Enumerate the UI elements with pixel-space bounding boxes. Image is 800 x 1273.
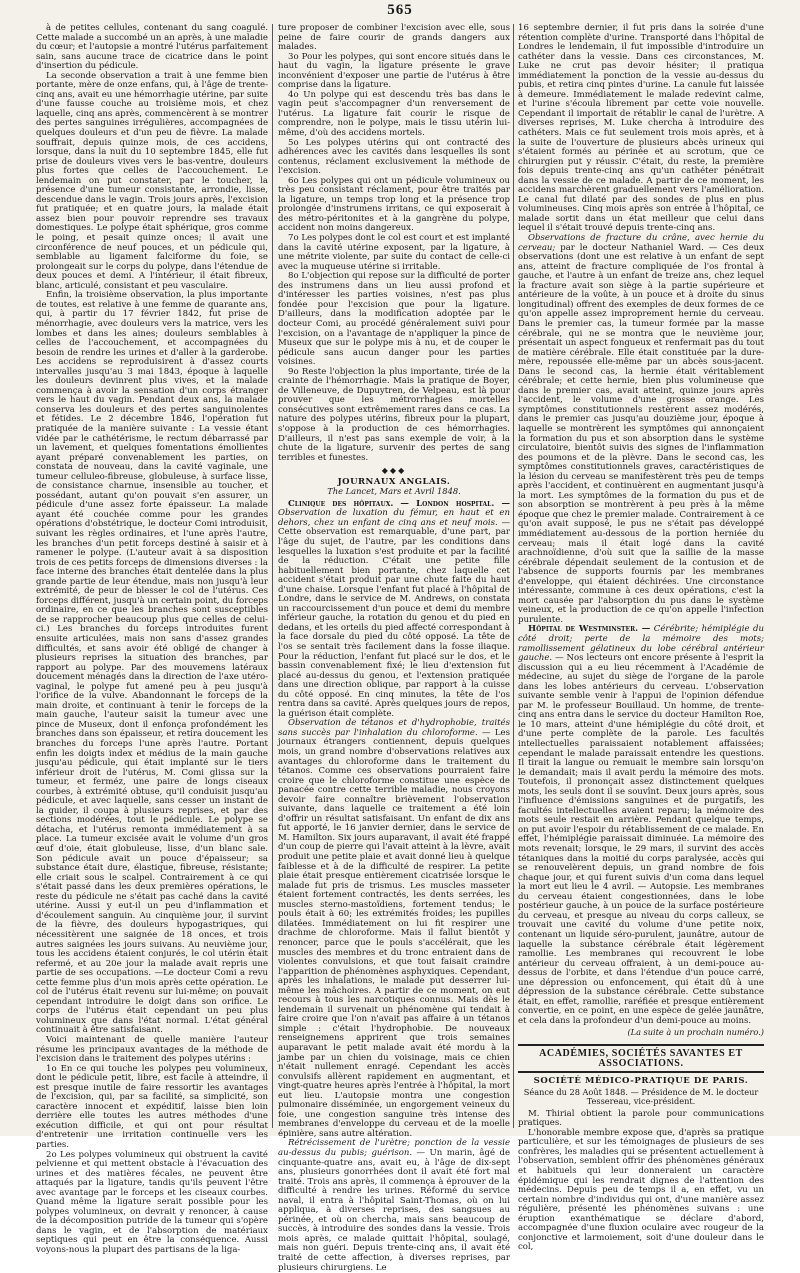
fracture-paragraph [518, 234, 764, 625]
journal-subheading: The Lancet, Mars et Avril 1848. [327, 486, 461, 497]
society-session: Séance du 28 Août 1848. — Présidence de M. le docteur Tessereau, vice-président. [523, 1086, 759, 1107]
paragraph: 1o En ce qui touche les polypes peu volumineux, dont le pédicule petit, libre, est facile à atteindre, il est presque inutile de faire ressortir les avantages de l'excision, qui, par sa facilité, sa simplicité, son caractère innocent et expéditif, laisse bien loin derrière elle toutes les autres méthodes d'une exécution difficile, et qui ont pour résultat d'entretenir une irritation continuelle vers les parties. [36, 1063, 268, 1150]
clinique-paragraph [278, 500, 510, 720]
paragraph: 4o Un polype qui est descendu très bas dans le vagin peut s'accompagner d'un renversement de l'utérus. La ligature fait courir le risque de comprendre, non le polype, mais le tissu utérin lui-même, d'où des accidens mortels. [278, 89, 510, 139]
uretre-text: — Un marin, âgé de cinquante-quatre ans, avait eu, à l'âge de dix-sept ans, plusieurs gonorrhées dont il avait été fort mal traité. Trois ans après, il commença à éprouver de la difficulté à rendre les urines. Réformé du service naval, il entra à l'hôpital Saint-Thomas, où on lui appliqua, à diverses reprises, des sangsues au périnée, et où on chercha, mais sans beaucoup de succès, à introduire des sondes dans la vessie. Trois mois après, ce malade quittait l'hôpital, soulagé, mais non guéri. Depuis trente-cinq ans, il avait été traité de cette affection, à diverses reprises, par plusieurs chirurgiens. Le [278, 1147, 511, 1273]
continued-note: (La suite à un prochain numéro.) [627, 1027, 764, 1038]
paragraph: 8o L'objection qui repose sur la difficulté de porter des instrumens dans un lieu aussi profond et d'intéresser les parties voisines, n'est pas plus fondée pour l'excision que pour la ligature. D'ailleurs, dans la modification adoptée par le docteur Comi, au procédé généralement suivi pour l'excision, on a l'avantage de n'appliquer la pince de Museux que sur le polype mis à nu, et de couper le pédicule sans aucun danger pour les parties voisines. [278, 271, 510, 368]
fracture-author: par le docteur Nathaniel Ward. [560, 242, 704, 253]
paragraph: 7o Les polypes dont le col est court et est implanté dans la cavité utérine exposent, par la ligature, à une métrite violente, par suite du contact de celle-ci avec la muqueuse utérine si irritable. [278, 233, 510, 272]
ornament-separator: ◆◆◆ [381, 466, 407, 476]
paragraph: 2o Les polypes volumineux qui obstruent la cavité pelvienne et qui mettent obstacle à l'évacuation des urines et des matières fécales, ne peuvent être attaqués par la ligature, tandis qu'ils peuvent l'être avec avantage par le forceps et les ciseaux courbes. Quand même la ligature serait possible pour les polypes volumineux, on devrait y renoncer, à cause de la décomposition putride de la tumeur qui s'opère dans le vagin, et de l'absorption de matériaux septiques qui peut en être la conséquence. Aussi voyons-nous la plupart des partisans de la liga- [36, 1149, 268, 1255]
column-1 [36, 23, 268, 1255]
clinique-title-italic: Observation de luxation du fémur, en haut et en dehors, chez un enfant de cinq ans et neuf mois. [278, 508, 510, 528]
column-3 [518, 23, 764, 1253]
paragraph: ture proposer de combiner l'excision avec elle, sous peine de faire courir de grands dangers aux malades. [278, 23, 510, 53]
paragraph: 6o Les polypes qui ont un pédicule volumineux ou très peu consistant réclament, pour être traités par la ligature, un temps trop long et la présence trop prolongée d'instrumens irritans, ce qui exposerait à des métro-péritonites et à la gangrène du polype, accident non moins dangereux. [278, 175, 510, 234]
tetanos-paragraph [278, 719, 510, 1139]
paragraph: à de petites cellules, contenant du sang coagulé. Cette malade a succombé un an après, à une maladie du cœur; et l'autopsie a montré l'utérus parfaitement sain, sans aucune trace de cicatrice dans le point d'insertion du pédicule. [36, 23, 268, 72]
paragraph: 3o Pour les polypes, qui sont encore situés dans le haut du vagin, la ligature présente le grave inconvénient d'exposer une partie de l'utérus à être comprise dans la ligature. [278, 51, 510, 91]
westminster-paragraph [518, 625, 764, 1026]
paragraph: 9o Reste l'objection la plus importante, tirée de la crainte de l'hémorrhagie. Mais la pratique de Boyer, de Villeneuve, de Dupuytren, de Velpeau, est là pour prouver que les métrorrhagies mortelles consécutives sont extrêmement rares dans ce cas. La nature des polypes utérins, fibreux pour la plupart, s'oppose à la production de ces hémorrhagies. D'ailleurs, il n'est pas sans exemple de voir, à la chute de la ligature, survenir des pertes de sang terribles et funestes. [278, 366, 510, 463]
section-heading: ACADÉMIES, SOCIÉTÉS SAVANTES ET ASSOCIATIONS. [518, 1044, 764, 1073]
westminster-text: — Nos lecteurs ont encore présente à l'esprit la discussion qui a eu lieu récemment à l'Académie de médecine, au sujet du siège de l'organe de la parole dans les lobes antérieurs du cerveau. L'observation suivante semble venir à l'appui de l'opinion défendue par M. le professeur Bouillaud. Un homme, de trente-cinq ans entra dans le service du docteur Hamilton Roe, le 10 mars, atteint d'une hémiplégie du côté droit, et d'une perte complète de la parole. Les facultés intellectuelles paraissaient notablement affaissées; cependant le malade paraissait entendre les questions. Il tirait la langue ou remuait le membre sain lorsqu'on le demandait; mais il avait perdu la mémoire des mots. Toutefois, il prononçait assez distinctement quelques mots, les seuls dont il se souvînt. Deux jours après, sous l'influence d'émissions sanguines et de purgatifs, les facultés intellectuelles avaient reparu; la mémoire des mots seule restait en arrière. Pendant quelque temps, on put avoir l'espoir du rétablissement de ce malade. En effet, l'hémiplégie paraissait diminuée. La mémoire des mots revenait; lorsque, le 29 mars, il survint des accès tétaniques dans la moitié du corps paralysée, accès qui se renouvelèrent depuis, un grand nombre de fois chaque jour, et qui furent suivis d'un coma dans lequel la mort eut lieu le 4 avril. — Autopsie. Les membranes du cerveau étaient congestionnées, dans le lobe postérieur gauche, à un pouce de la surface postérieure du cerveau, et presque au niveau du corps calleux, se trouvait une cavité du volume d'une petite noix, contenant un liquide séro-purulent, jaunâtre, autour de laquelle la substance cérébrale était légèrement ramollie. Les membranes qui recouvrent le lobe antérieur du cerveau offraient, à un demi-pouce au-dessus de l'orbite, et dans l'étendue d'un pouce carré, une dépression ou enfoncement, qui était dû à une dépression de la substance cérébrale. Cette substance était, en effet, ramollie, raréfiée et presque entièrement convertie, en ce point, en une espèce de gelée jaunâtre, et cela dans la profondeur d'un demi-pouce au moins. [518, 653, 764, 1026]
tetanos-text: — Les journaux étrangers contiennent, depuis quelques mois, un grand nombre d'observations relatives aux avantages du chloroforme dans le traitement du tétanos. Comme ces observations pourraient faire croire que le chloroforme constitue une espèce de panacée contre cette terrible maladie, nous croyons devoir faire connaître brièvement l'observation suivante, dans laquelle ce traitement a été loin d'offrir un résultat satisfaisant. Un enfant de dix ans fut apporté, le 16 janvier dernier, dans le service de M. Hamilton. Six jours auparavant, il avait été frappé d'un coup de pierre qui l'avait atteint à la lèvre, avait produit une petite plaie et avait donné lieu à quelque faiblesse et à de la difficulté de respirer. La petite plaie était presque entièrement cicatrisée lorsque le malade fut pris de trismus. Les muscles masseter étaient fortement contractés, les dents serrées, les muscles sterno-mastoïdiens, fortement tendus; le pouls était à 60; les extrémités froides; les pupilles dilatées. Immédiatement on lui fit respirer une drachme de chloroforme. Mais il fallut bientôt y renoncer, parce que le pouls s'accélérait, que les muscles des membres et du tronc entraient dans de violentes convulsions, et que tout faisait craindre l'apparition de phénomènes asphyxiques. Cependant, après les inhalations, le malade put desserrer lui-même les mâchoires. A partir de ce moment, on eut recours à tous les narcotiques connus. Mais dès le lendemain il survenait un phénomène qui tendait à faire croire que l'on n'avait pas affaire à un tétanos simple : c'était l'hydrophobie. De nouveaux renseignemens apprirent que trois semaines auparavant le petit malade avait été mordu à la jambe par un chien du voisinage, mais ce chien n'était nullement enragé. Cependant les accès convulsifs allèrent rapidement en augmentant, et vingt-quatre heures après l'entrée à l'hôpital, la mort eut lieu. L'autopsie montra une congestion pulmonaire disséminée, un engorgement veineux du foie, une congestion sanguine très intense des membranes d'enveloppe du cerveau et de la moelle épinière, sans autre altération. [278, 727, 510, 1139]
clinique-title: Clinique des hôpitaux. — London hospital. — [288, 498, 510, 509]
journal-heading: JOURNAUX ANGLAIS. [337, 476, 451, 487]
uretre-paragraph [278, 1139, 510, 1273]
column-rule [513, 24, 514, 1128]
paragraph: Voici maintenant de quelle manière l'auteur résume les principaux avantages de la méthode de l'excision dans le traitement des polypes utérins : [36, 1034, 268, 1065]
tetanos-title: Observation de tétanos et d'hydrophobie, traités sans succès par l'inhalation du chloroforme. [278, 718, 510, 738]
page-number: 565 [387, 2, 413, 18]
clinique-text: — Cette observation est remarquable, d'une part, par l'âge du sujet, de l'autre, par les conditions dans lesquelles la luxation s'est produite et par la facilité de la réduction. C'était une petite fille habituellement bien portante, chez laquelle cet accident s'était produit par une chute faite du haut d'une chaise. Lorsque l'enfant fut placé à l'hôpital de Londre, dans le service de M. Andrews, on constata un raccourcissement d'un pouce et demi du membre inférieur gauche, la rotation du genou et du pied en dedans, et les orteils du pied affecté correspondant à la face dorsale du pied du côté opposé. La tête de l'os se sentait très facilement dans la fosse iliaque. Pour la réduction, l'enfant fut placé sur le dos, et le bassin convenablement fixé; le lieu d'extension fut placé au-dessus du genou, et l'extension pratiquée dans une direction oblique, par rapport à la cuisse du côté opposé. En cinq minutes, la tête de l'os rentra dans sa cavité. Après quelques jours de repos, la guérison était complète. [278, 517, 510, 719]
westminster-title-italic: Cérébrite; hémiplégie du côté droit; perte de la mémoire des mots; ramollissement gélatineux du lobe cérébral antérieur gauche. [518, 624, 764, 664]
paragraph: Enfin, la troisième observation, la plus importante de toutes, est relative à une femme de quarante ans, qui, à partir du 17 février 1842, fut prise de ménorrhagie, avec douleurs vers la matrice, vers les lombes et dans les aines; douleurs semblables à celles de l'accouchement, et accompagnées du besoin de rendre les urines et d'aller à la garderobe. Les accidens se reproduisirent à d'assez courts intervalles jusqu'au 3 mai 1843, époque à laquelle les douleurs devinrent plus vives, et la malade commença à avoir la sensation d'un corps étranger vers le haut du vagin. Pendant deux ans, la malade conserva les douleurs et des pertes sanguinolentes et fétides. Le 2 décembre 1846, l'opération fut pratiquée de la manière suivante : La vessie étant vidée par le cathétérisme, le rectum débarrassé par un lavement, et quelques fomentations émollientes ayant préparé convenablement les parties, on constata de nouveau, dans la cavité vaginale, une tumeur celluleo-fibreuse, globuleuse, à surface lisse, de consistance charnue, insensible au toucher, et possédant, autant qu'on pouvait s'en assurer, un pédicule d'une assez forte épaisseur. La malade ayant été couchée comme pour les grandes opérations d'obstétrique, le docteur Comi introduisit, suivant les règles ordinaires, et l'une après l'autre, les branches d'un petit forceps destiné à saisir et à ramener le polype. (L'auteur avait à sa disposition trois de ces petits forceps de dimensions diverses : la face interne des branches était dentelée dans la plus grande partie de leur étendue, mais non jusqu'à leur extrémité, de peur de blesser le col de l'utérus. Ces forceps différent, jusqu'à un certain point, du forceps ordinaire, en ce que les branches sont susceptibles de se rapprocher beaucoup plus que celles de celui-ci.) Les branches du forceps introduites furent ensuite articulées, mais non sans d'assez grandes difficultés, et sans avoir été obligé de changer à plusieurs reprises la situation des branches, par rapport au polype. Par des mouvemens latéraux doucement ménagés dans la direction de l'axe utéro-vaginal, le polype fut amené peu à peu jusqu'à l'orifice de la vulve. Abandonnant le forceps de la main droite, et continuant à tenir le forceps de la main gauche, l'auteur saisit la tumeur avec une pince de Museux, dont il enfonça profondément les branches dans son épaisseur, et retira doucement les branches du forceps l'une après l'autre. Portant enfin les doigts index et médius de la main gauche jusqu'au pédicule, qui était implanté sur le tiers inférieur droit de l'utérus, M. Comi glissa sur la tumeur, et ferméz, une paire de longs ciseaux courbes, à extrémité obtuse, qu'il conduisit jusqu'au pédicule, et avec laquelle, sans cesser un instant de la guider, il coupa à plusieurs reprises, et par des sections modérées, tout le pédicule. Le polype se détacha, et l'utérus remonta immédiatement à sa place. La tumeur excisée avait le volume d'un gros œuf d'oie, était globuleuse, lisse, d'un blanc sale. Son pédicule avait un pouce d'épaisseur; sa substance était dure, élastique, fibreuse, résistante; elle criait sous le scalpel. Contrairement à ce qui s'était passé dans les deux premières opérations, le reste du pédicule ne s'était pas caché dans la cavité utérine. Aussi y eut-il un peu d'inflammation et d'écoulement sanguin. Au cinquième jour, il survint de la fièvre, des douleurs hypogastriques, qui nécessitèrent une saignée de 18 onces, et trois autres saignées les jours suivans. Au neuvième jour, tous les accidens étaient conjurés, le col utérin était refermé, et au 20e jour la malade avait repris une partie de ses occupations. —Le docteur Comi a revu cette femme plus d'un mois après cette opération. Le col de l'utérus était revenu sur lui-même; on pouvait cependant introduire le doigt dans son orifice. Le corps de l'utérus était cependant un peu plus volumineux que dans l'état normal. L'état général continuait à être satisfaisant. [36, 290, 268, 1036]
paragraph: 5o Les polypes utérins qui ont contracté des adhérences avec les cavités dans lesquelles ils sont contenus, réclament exclusivement la méthode de l'excision. [278, 137, 510, 177]
fracture-title: Observations de fracture du crâne, avec hernie du cerveau; [518, 233, 764, 253]
paragraph: La seconde observation a trait à une femme bien portante, mère de onze enfans, qui, à l'âge de trente-cinq ans, avait eu une hémorrhagie utérine, par suite d'une fausse couche au troisième mois, et chez laquelle, cinq ans après, commencèrent à se montrer des pertes sanguines irrégulières, accompagnées de quelques douleurs et d'un peu de fièvre. La malade souffrait, depuis quinze mois, de ces accidens, lorsque, dans la nuit du 10 septembre 1845, elle fut prise de douleurs vives vers le bas-ventre, douleurs plus fortes que celles de l'accouchement. Le lendemain on put constater, par le toucher, la présence d'une tumeur consistante, arrondie, lisse, descendue dans le vagin. Trois jours après, l'excision fut pratiquée; et en quatre jours, la malade était assez bien pour pouvoir reprendre ses travaux domestiques. Le polype était sphérique, gros comme le poing, et pesait quinze onces; il avait une circonférence de neuf pouces, et un pédicule qui, semblable au ligament falciforme du foie, se prolongeait sur le corps du polype, dans l'étendue de deux pouces et demi. A l'intérieur, il était fibreux, blanc, articulé, consistant et peu vasculaire. [36, 70, 268, 291]
society-name: SOCIÉTÉ MÉDICO-PRATIQUE DE PARIS. [533, 1076, 749, 1087]
paragraph: 16 septembre dernier, il fut pris dans la soirée d'une rétention complète d'urine. Transporté dans l'hôpital de Londres le lendemain, il fut impossible d'introduire un cathéter dans la vessie. Dans ces circonstances, M. Luke ne crut pas devoir hésiter; il pratiqua immédiatement la ponction de la vessie au-dessus du pubis, et retira cinq pintes d'urine. La canule fut laissée à demeure. Immédiatement le malade redevint calme, et l'urine s'écoula librement par cette voie nouvelle. Cependant il importait de rétablir le canal de l'urètre. A diverses reprises, M. Luke chercha à introduire des cathéters. Mais ce fut seulement trois mois après, et à la suite de l'ouverture de plusieurs abcès urineux qui s'étaient formés au périnée et au scrotum, que ce chirurgien put y réussir. C'était, du reste, la première fois depuis trente-cinq ans qu'un cathéter pénétrait dans la vessie de ce malade. A partir de ce moment, les accidens marchèrent graduellement vers l'amélioration. Le canal fut dilaté par des sondes de plus en plus volumineuses. Cinq mois après son entrée à l'hôpital, ce malade sortit dans un état meilleur que celui dans lequel il s'était trouvé depuis trente-cinq ans. [518, 23, 764, 234]
uretre-title: Rétrécissement de l'urètre; ponction de la vessie au-dessus du pubis; guérison. [278, 1138, 510, 1158]
paragraph: L'honorable membre expose que, d'après sa pratique particulière, et sur les témoignages de plusieurs de ses confrères, les maladies qui se présentent actuellement à l'observation, semblent offrir des phénomènes généraux et habituels qui leur donneraient un caractère épidémique qui les rendrait dignes de l'attention des médecins. Depuis peu de temps il a, en effet, vu un certain nombre d'individus qui ont, d'une manière assez régulière, présenté les phénomènes suivans : une éruption exanthématique se déclare d'abord, accompagnée d'une fluxion oculaire avec rougeur de la conjonctive et larmoiement, soit d'une douleur dans le col, [518, 1127, 764, 1253]
column-2 [278, 23, 511, 1273]
westminster-title: Hôpital de Westminster. — [528, 624, 651, 635]
fracture-text: — Ces deux observations (dont une est relative à un enfant de sept ans, atteint de fracture compliquée de l'os frontal à gauche, et l'autre à un enfant de treize ans, chez lequel la fracture avait son siège à la partie supérieure et antérieure de la voûte, à un pouce et à droite du sinus longitudinal) offrent des exemples de deux formes de ce qu'on appelle assez improprement hernie du cerveau. Dans le premier cas, la tumeur formée par la masse cérébrale, qui ne se montra que le neuvième jour, présentait un aspect fongueux et renfermait pas du tout de matière cérébrale. Elle était constituée par la dure-mère, repoussée elle-même par un abcès sous-jacent. Dans le second cas, la hernie était véritablement cérébrale; et cette hernie, bien plus volumineuse que dans le premier cas, avait atteint, quinze jours après l'accident, le volume d'une grosse orange. Les symptômes constitutionnels restèrent assez modérés, dans le premier cas jusqu'au douzième jour, époque à laquelle se montrèrent les symptômes qui annonçaient la formation du pus et son absorption dans le système circulatoire, bientôt suivis des signes de l'inflammation des poumons et de la plèvre. Dans le second cas, les symptômes constitutionnels graves, caractéristiques de la lésion du cerveau se manifestèrent très peu de temps après l'accident, et continuèrent en augmentant jusqu'à la mort. Les symptômes de la formation du pus et de son absorption se montrèrent à peu près à la même époque que chez le premier malade. Contrairement à ce qu'on avait supposé, le pus ne s'était pas développé immédiatement au-dessous de la portion herniée du cerveau; mais il était logé dans la cavité arachnoïdienne, d'où suit que la saillie de la masse cérébrale dépendait seulement de la contusion et de l'absence de supports fournis par les membranes d'enveloppe, qui étaient déchirées. Une circonstance intéressante, commune à ces deux opérations, c'est la mort causée par l'absorption du pus dans le système veineux, et la production de ce qu'on appelle l'infection purulente. [518, 242, 764, 625]
column-rule [272, 24, 273, 1128]
paragraph: M. Thirial obtient la parole pour communications pratiques. [518, 1108, 764, 1129]
